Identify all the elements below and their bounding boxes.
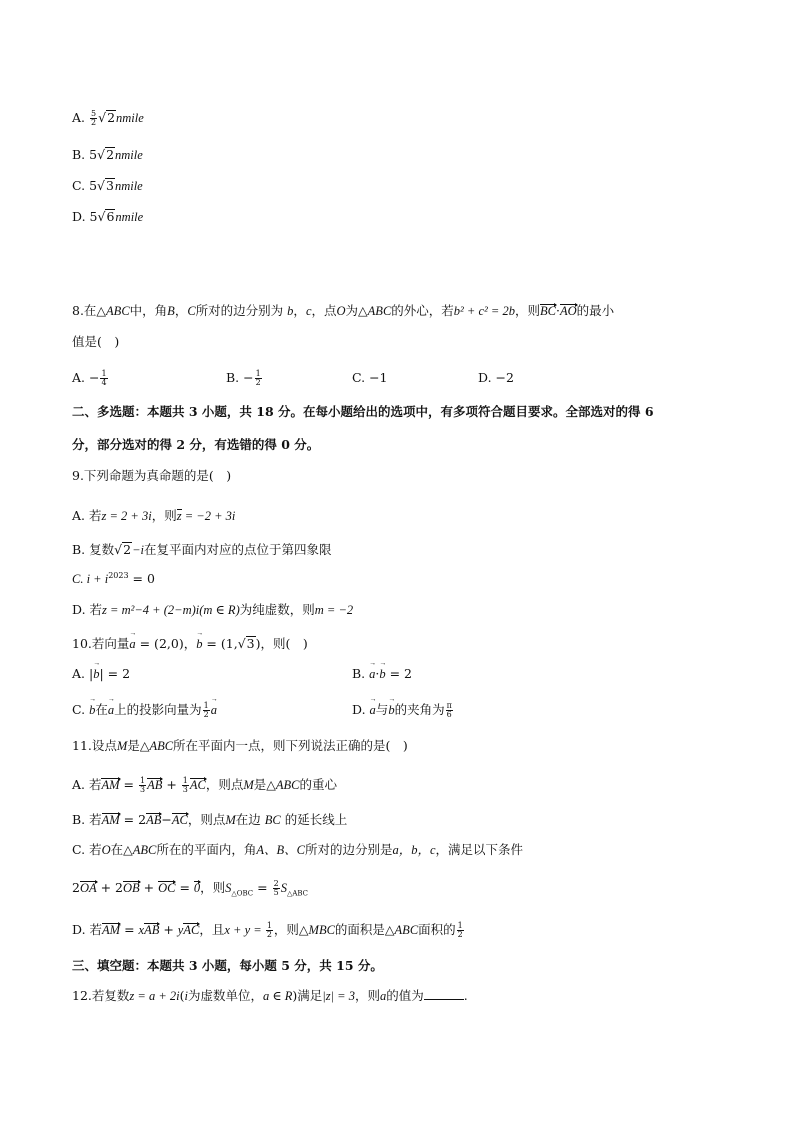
q9-option-b: B. 复数√2−i在复平面内对应的点位于第四象限 [72, 542, 332, 557]
q8-option-d: D. −2 [478, 370, 514, 385]
q9-option-c: C. $i + i^{2023} = 0$ [72, 571, 155, 587]
q7-option-d: D. 5√6nmile [72, 209, 144, 224]
section2-heading-cont: 分，部分选对的得 2 分，有选错的得 0 分。 [72, 437, 320, 452]
q11-option-c-cont: 2OA + 2OB + OC = 0，则$S_{\triangle OBC}$ = $\frac{2}{5}$ $S_{\triangle ABC}$ [72, 879, 309, 898]
q9-option-a: A. 若z = 2 + 3i，则z = −2 + 3i [72, 508, 236, 523]
q11-option-c: C. 若O在△ABC所在的平面内，角A、B、C所对的边分别是a，b，c，满足以下条件 [72, 842, 524, 857]
q8-option-c: C. −1 [352, 370, 388, 385]
q12-stem: 12.若复数z = a + 2i(i为虚数单位，a ∈ R)满足|z| = 3，则a的值为 . [72, 988, 468, 1003]
q10-option-a: A. |→ b| = 2 [72, 668, 130, 681]
q8-option-b: B. − $\frac{1}{2}$ [226, 369, 261, 387]
fraction: $\frac{5}{2}$ [91, 109, 97, 127]
q11-option-b: B. 若AM = 2AB−AC，则点M在边 BC 的延长线上 [72, 812, 348, 827]
q8-option-a: A. − $\frac{1}{4}$ [72, 369, 107, 387]
q11-option-d: D. 若AM = xAB + yAC，且x + y = $\frac{1}{2}$ ，则△MBC的面积是△ABC面积的 $\frac{1}{2}$ [72, 921, 463, 939]
q7-option-c: C. 5√3nmile [72, 178, 143, 193]
q9-option-d: D. 若z = m²−4 + (2−m)i(m ∈ R)为纯虚数，则m = −2 [72, 602, 354, 617]
q8-stem: 8.在△ABC中，角B，C所对的边分别为 b，c，点O为△ABC的外心，若b² + c² = 2b，则BC·AO的最小 [72, 303, 615, 318]
q7-option-a: A. $\frac{5}{2}$ √2nmile [72, 109, 144, 127]
q11-option-a: A. 若AM = $\frac{1}{3}$ AB + $\frac{1}{3}$ AC，则点M是△ABC的重心 [72, 776, 338, 794]
q10-option-d: D. → a与→ b的夹角为 $\frac{\pi}{6}$ [352, 702, 454, 719]
q10-stem: 10.若向量→ a = (2,0)，→ b = (1,√3)，则( ) [72, 636, 308, 651]
q7-option-b: B. 5√2nmile [72, 147, 143, 162]
q10-option-c: C. → b在→ a上的投影向量为 $\frac{1}{2}$ → a [72, 702, 217, 719]
q8-stem-cont: 值是( ) [72, 334, 120, 349]
section2-heading: 二、多选题：本题共 3 小题，共 18 分。在每小题给出的选项中，有多项符合题目要求。全部选对的得 6 [72, 404, 654, 419]
section3-heading: 三、填空题：本题共 3 小题，每小题 5 分，共 15 分。 [72, 958, 383, 973]
q10-option-b: B. → a·→ b = 2 [352, 668, 412, 681]
q11-stem: 11.设点M是△ABC所在平面内一点，则下列说法正确的是( ) [72, 738, 408, 753]
answer-blank[interactable] [424, 999, 464, 1000]
q9-stem: 9.下列命题为真命题的是( ) [72, 468, 232, 483]
